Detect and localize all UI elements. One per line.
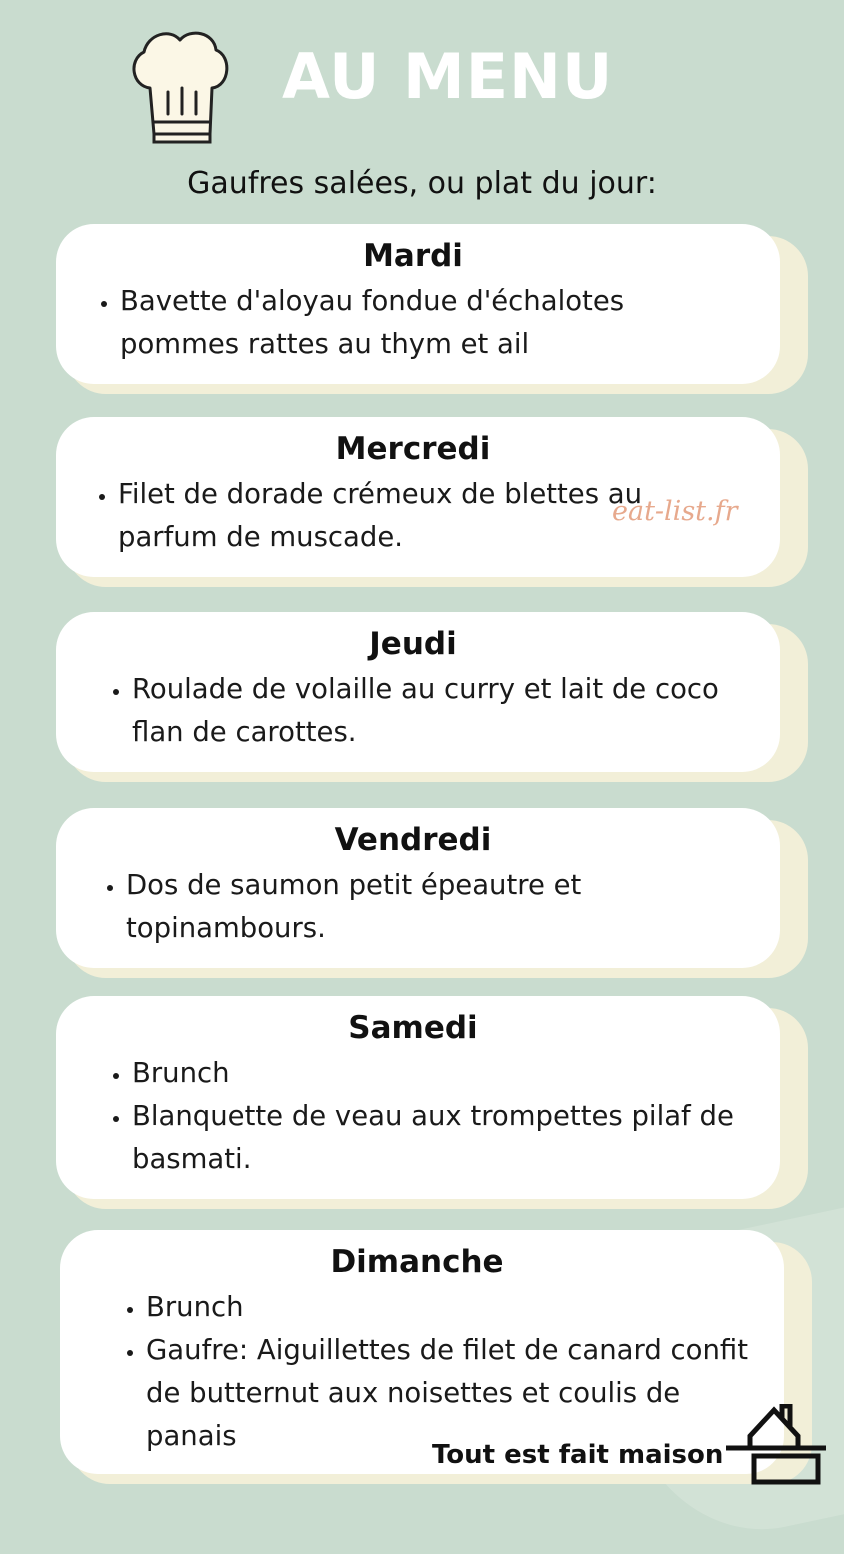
card	[56, 612, 780, 772]
chef-hat-icon	[128, 26, 232, 146]
dish-list	[76, 280, 750, 366]
dish-list	[76, 668, 750, 754]
page-title: AU MENU	[282, 40, 614, 113]
watermark: eat-list.fr	[612, 496, 738, 527]
day-card-jeudi	[56, 612, 796, 772]
dish-item: • Filet de dorade crémeux de blettes au parfum de muscade.	[118, 473, 750, 559]
house-icon	[726, 1404, 826, 1486]
page-subtitle: Gaufres salées, ou plat du jour:	[187, 166, 657, 201]
dish-item: • Brunch	[146, 1286, 754, 1329]
day-card-mardi	[56, 224, 796, 384]
dish-list	[80, 1286, 754, 1458]
dish-list	[76, 1052, 750, 1181]
day-card-samedi	[56, 996, 796, 1199]
dish-item: • Roulade de volaille au curry et lait de coco flan de carottes.	[132, 668, 750, 754]
day-title: Dimanche	[330, 1244, 504, 1280]
card	[56, 996, 780, 1199]
footer-text: Tout est fait maison	[432, 1440, 724, 1470]
day-title: Vendredi	[334, 822, 492, 858]
day-card-dimanche	[60, 1230, 800, 1474]
card	[56, 808, 780, 968]
dish-item: • Gaufre: Aiguillettes de filet de canard confit de butternut aux noisettes et coulis de panais	[146, 1329, 754, 1458]
dish-item: • Blanquette de veau aux trompettes pilaf de basmati.	[132, 1095, 750, 1181]
day-title: Mercredi	[335, 431, 491, 467]
day-title: Samedi	[348, 1010, 478, 1046]
dish-item: • Brunch	[132, 1052, 750, 1095]
day-title: Jeudi	[369, 626, 457, 662]
dish-list	[76, 864, 750, 950]
dish-item: • Dos de saumon petit épeautre et topinambours.	[126, 864, 600, 950]
card	[60, 1230, 784, 1474]
dish-item: • Bavette d'aloyau fondue d'échalotes pommes rattes au thym et ail	[120, 280, 750, 366]
card	[56, 224, 780, 384]
day-title: Mardi	[363, 238, 463, 274]
day-card-vendredi	[56, 808, 796, 968]
